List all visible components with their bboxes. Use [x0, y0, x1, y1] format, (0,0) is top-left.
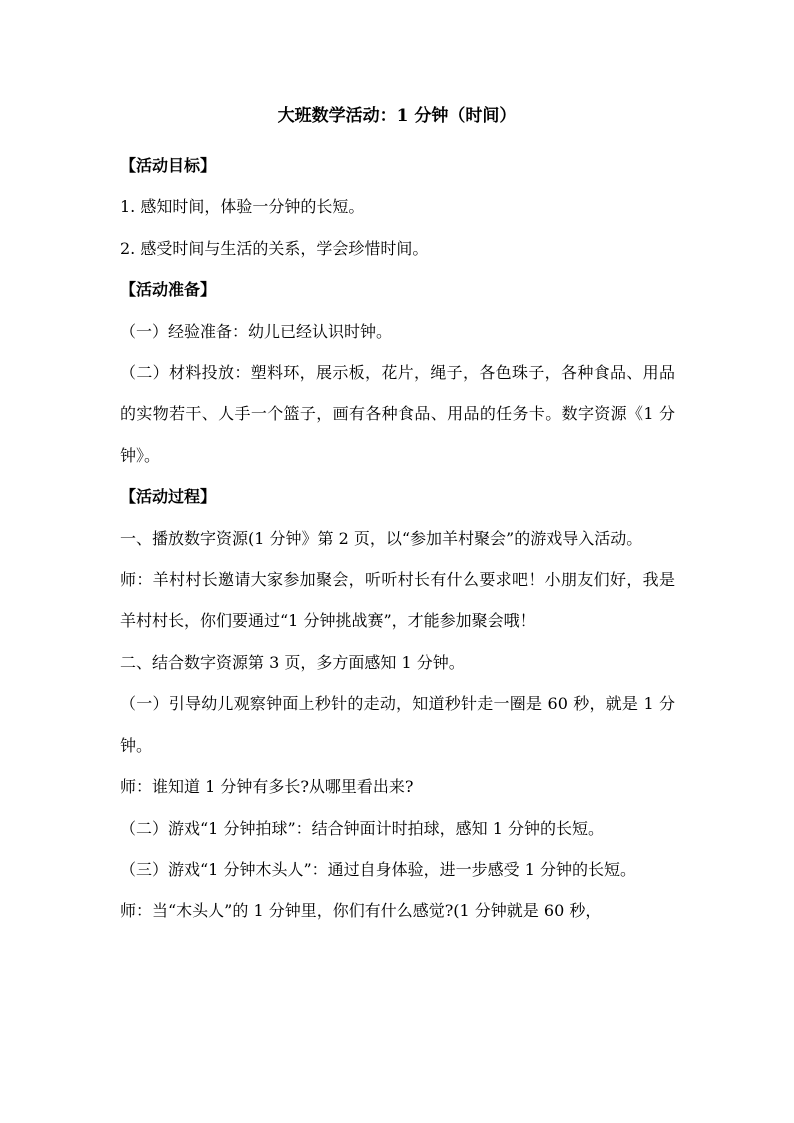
- paragraph: 二、结合数字资源第 3 页，多方面感知 1 分钟。: [120, 652, 465, 672]
- paragraph: （三）游戏“1 分钟木头人”：通过自身体验，进一步感受 1 分钟的长短。: [120, 859, 636, 879]
- paragraph: （二）游戏“1 分钟拍球”：结合钟面计时拍球，感知 1 分钟的长短。: [120, 818, 604, 838]
- document-title: 大班数学活动：1 分钟（时间）: [277, 106, 517, 126]
- paragraph: 师：羊村村长邀请大家参加聚会，听听村长有什么要求吧！小朋友们好，我是羊村村长，你们要通过“1 分钟挑战赛”，才能参加聚会哦！: [120, 570, 675, 631]
- document-body: [120, 145, 675, 932]
- paragraph: （一）引导幼儿观察钟面上秒针的走动，知道秒针走一圈是 60 秒，就是 1 分钟。: [120, 694, 675, 755]
- paragraph: （一）经验准备：幼儿已经认识时钟。: [120, 321, 393, 341]
- paragraph: 一、播放数字资源(1 分钟》第 2 页，以“参加羊村聚会”的游戏导入活动。: [120, 528, 643, 548]
- section-heading-preparation: 【活动准备】: [120, 280, 217, 300]
- paragraph: 2. 感受时间与生活的关系，学会珍惜时间。: [120, 238, 429, 258]
- paragraph: 师：谁知道 1 分钟有多长?从哪里看出来?: [120, 777, 414, 797]
- paragraph: 师：当“木头人”的 1 分钟里，你们有什么感觉?(1 分钟就是 60 秒，: [120, 901, 602, 921]
- section-heading-goals: 【活动目标】: [120, 156, 217, 175]
- paragraph: （二）材料投放：塑料环，展示板，花片，绳子，各色珠子，各种食品、用品的实物若干、人手一个篮子，画有各种食品、用品的任务卡。数字资源《1 分钟》。: [120, 363, 675, 465]
- section-heading-process: 【活动过程】: [120, 487, 217, 507]
- paragraph: 1. 感知时间，体验一分钟的长短。: [120, 197, 365, 217]
